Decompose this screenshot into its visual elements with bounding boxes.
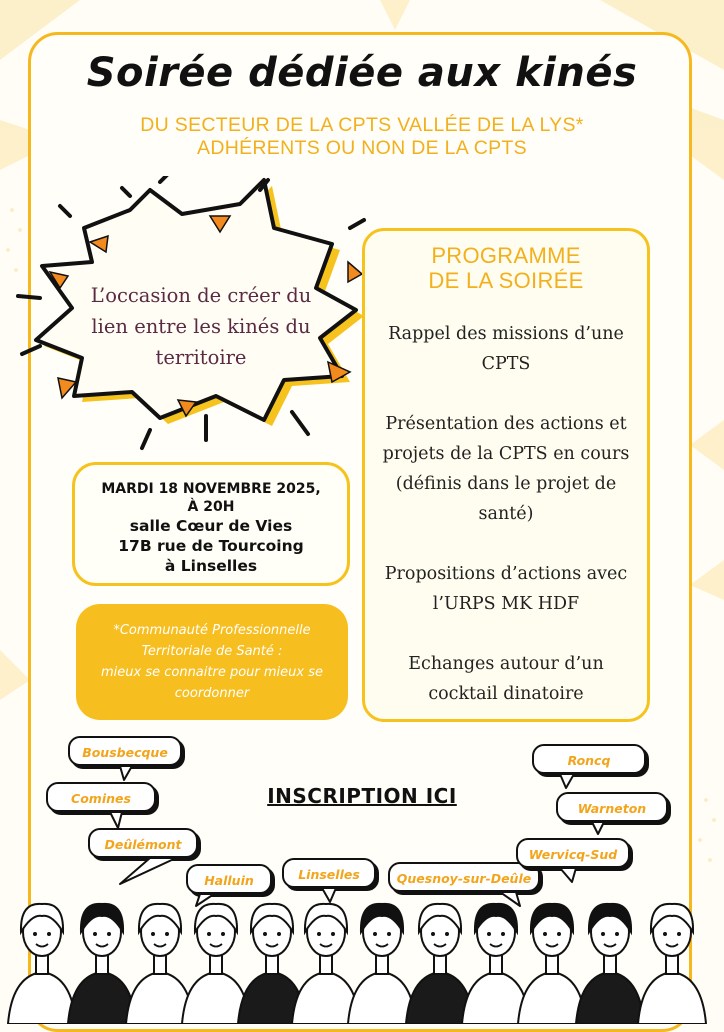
footnote-line: Territoriale de Santé :: [141, 644, 283, 659]
town-bubble-wervicq: Wervicq-Sud: [516, 838, 630, 868]
programme-item: Echanges autour d’un cocktail dinatoire: [408, 654, 604, 704]
town-bubble-warneton: Warneton: [556, 792, 668, 822]
person-illustration: [518, 904, 586, 1024]
town-bubble-halluin: Halluin: [186, 864, 272, 894]
footnote-line: *Communauté Professionnelle: [113, 623, 311, 638]
programme-item: Rappel des missions d’une CPTS: [388, 324, 624, 374]
programme-item: Présentation des actions et projets de la CPTS en cours (définis dans le projet de santé): [382, 414, 630, 524]
programme-item: Propositions d’actions avec l’URPS MK HDF: [384, 564, 628, 614]
town-bubble-deulemont: Deûlémont: [88, 828, 198, 858]
subtitle-line-2: ADHÉRENTS OU NON DE LA CPTS: [197, 137, 527, 159]
person-illustration: [638, 904, 706, 1024]
person-illustration: [8, 904, 76, 1024]
programme-title-line-2: DE LA SOIRÉE: [428, 268, 584, 293]
footnote-line: coordonner: [174, 686, 250, 701]
subtitle-line-1: DU SECTEUR DE LA CPTS VALLÉE DE LA LYS*: [140, 114, 584, 136]
event-city: à Linselles: [164, 557, 258, 575]
event-venue: salle Cœur de Vies: [129, 517, 293, 535]
programme-box: [362, 228, 650, 722]
burst-text: L’occasion de créer du lien entre les kinés du territoire: [90, 284, 312, 369]
event-time: À 20H: [187, 499, 235, 515]
person-illustration: [348, 904, 416, 1024]
town-bubble-bousbecque: Bousbecque: [68, 736, 182, 766]
town-bubble-comines: Comines: [46, 782, 156, 812]
footnote-line: mieux se connaitre pour mieux se: [100, 665, 323, 680]
person-illustration: [576, 904, 644, 1024]
event-date: MARDI 18 NOVEMBRE 2025,: [101, 481, 321, 497]
crowd-illustration: [0, 892, 724, 1024]
event-street: 17B rue de Tourcoing: [118, 537, 304, 555]
page-title: Soirée dédiée aux kinés: [86, 50, 638, 96]
town-bubble-quesnoy: Quesnoy-sur-Deûle: [388, 862, 540, 892]
town-bubble-linselles: Linselles: [282, 858, 376, 888]
registration-link[interactable]: INSCRIPTION ICI: [267, 784, 457, 808]
town-bubble-roncq: Roncq: [532, 744, 646, 774]
person-illustration: [68, 904, 136, 1024]
event-info-box: [72, 462, 350, 586]
cpts-footnote-box: [76, 604, 348, 720]
programme-title-line-1: PROGRAMME: [431, 243, 581, 268]
